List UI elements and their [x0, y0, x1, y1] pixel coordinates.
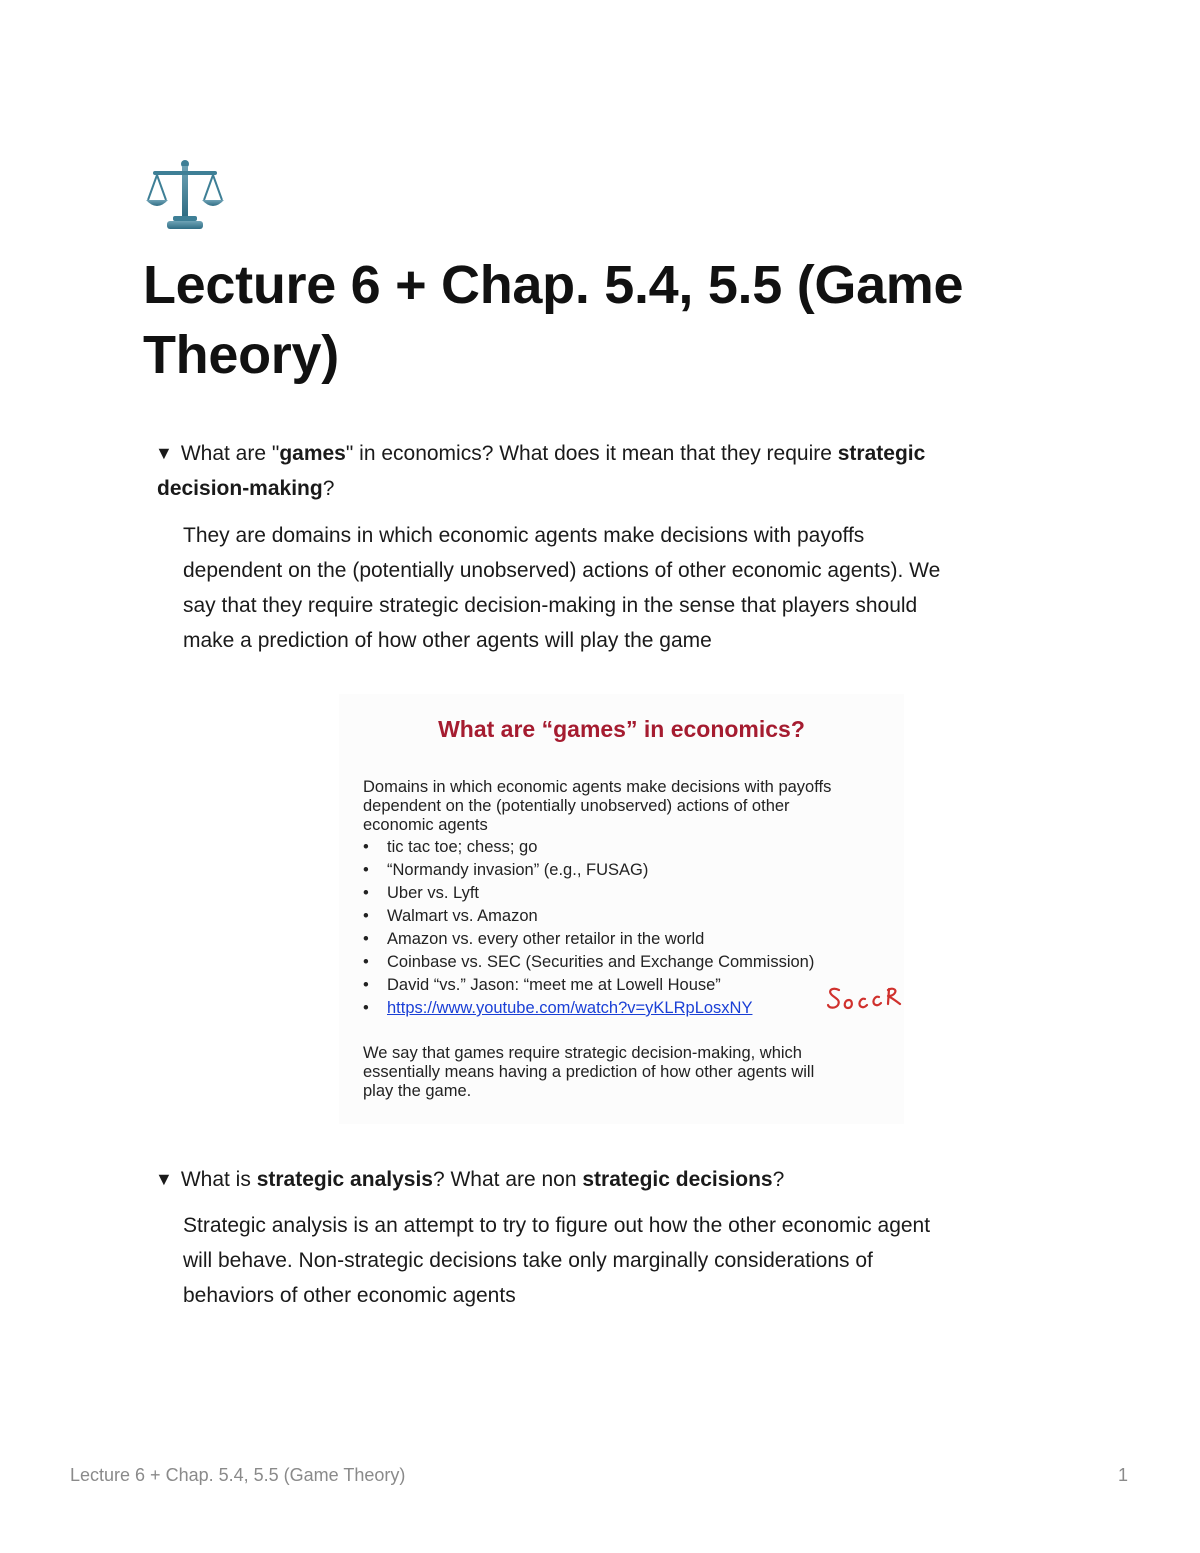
- list-item: • https://www.youtube.com/watch?v=yKLRpLosxNY: [363, 999, 753, 1017]
- toggle-answer: [183, 518, 1063, 658]
- handwritten-soccer-note: [825, 978, 904, 1018]
- answer-line: say that they require strategic decision-making in the sense that players should: [183, 594, 918, 617]
- toggle-question[interactable]: ▼ What is strategic analysis? What are non strategic decisions?: [155, 1162, 784, 1197]
- answer-line: will behave. Non-strategic decisions take only marginally considerations of: [183, 1249, 873, 1272]
- answer-line: make a prediction of how other agents will play the game: [183, 629, 712, 652]
- slide-intro: Domains in which economic agents make decisions with payoffs dependent on the (potentially unobserved) actions of other economic agents: [363, 778, 832, 834]
- answer-line: dependent on the (potentially unobserved) actions of other economic agents). We: [183, 559, 941, 582]
- footer-title: Lecture 6 + Chap. 5.4, 5.5 (Game Theory): [70, 1465, 406, 1485]
- toggle-answer: [183, 1208, 1063, 1313]
- page-number: 1: [1118, 1465, 1129, 1485]
- toggle-question[interactable]: ▼ What are "games" in economics? What does it mean that they require strategic: [155, 436, 925, 471]
- slide-outro: We say that games require strategic decision-making, which essentially means having a prediction of how other agents will play the game.: [363, 1044, 815, 1100]
- slide-bullet-list: [363, 836, 814, 1020]
- list-item: • Uber vs. Lyft: [363, 884, 479, 902]
- answer-line: Strategic analysis is an attempt to try to figure out how the other economic agent: [183, 1214, 931, 1237]
- page-title: Lecture 6 + Chap. 5.4, 5.5 (Game Theory): [143, 255, 964, 385]
- list-item: • Amazon vs. every other retailor in the world: [363, 930, 705, 948]
- youtube-link[interactable]: https://www.youtube.com/watch?v=yKLRpLosxNY: [387, 999, 753, 1017]
- list-item: • Coinbase vs. SEC (Securities and Exchange Commission): [363, 953, 815, 971]
- slide-image: [339, 694, 904, 1124]
- answer-line: They are domains in which economic agents make decisions with payoffs: [183, 524, 865, 547]
- answer-line: behaviors of other economic agents: [183, 1284, 516, 1307]
- toggle-triangle-icon[interactable]: ▼: [155, 1169, 173, 1189]
- list-item: • “Normandy invasion” (e.g., FUSAG): [363, 861, 649, 879]
- slide-title: What are “games” in economics?: [438, 716, 805, 742]
- list-item: • tic tac toe; chess; go: [363, 838, 538, 856]
- list-item: • Walmart vs. Amazon: [363, 907, 538, 925]
- toggle-triangle-icon[interactable]: ▼: [155, 443, 173, 463]
- list-item: • David “vs.” Jason: “meet me at Lowell House”: [363, 976, 721, 994]
- toggle-question-continued: decision-making?: [157, 477, 335, 500]
- balance-scale-icon: [143, 152, 227, 236]
